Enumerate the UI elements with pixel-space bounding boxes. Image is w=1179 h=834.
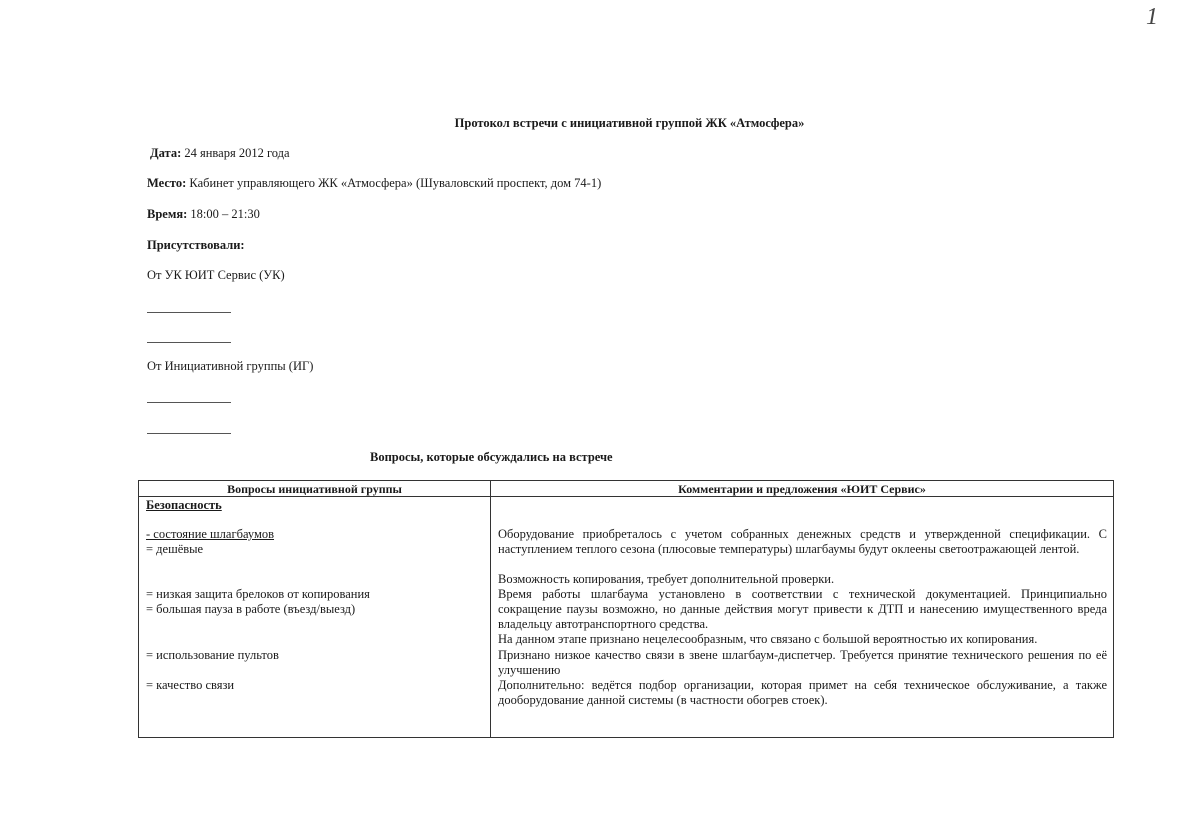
table-row-question: = качество связи [146, 678, 235, 692]
place-value: Кабинет управляющего ЖК «Атмосфера» (Шуваловский проспект, дом 74-1) [186, 176, 602, 190]
page-number: 1 [1146, 4, 1158, 30]
table-row-comment: Оборудование приобреталось с учетом собранных денежных средств и утвержденной спецификации. С наступлением теплого сезона (плюсовые температуры) шлагбаумы будут оклеены светоотражающей лентой. [498, 527, 1107, 556]
table-header-questions: Вопросы инициативной группы [227, 482, 402, 496]
document-title: Протокол встречи с инициативной группой ЖК «Атмосфера» [454, 116, 805, 130]
table-row-comment: Возможность копирования, требует дополнительной проверки. [498, 572, 835, 586]
from-uk-label: От УК ЮИТ Сервис (УК) [147, 268, 285, 282]
table-row-question: - состояние шлагбаумов [146, 527, 275, 541]
table-row-question: = использование пультов [146, 648, 279, 662]
table-row-comment: Время работы шлагбаума установлено в соответствии с технической документацией. Принципиально сокращение паузы возможно, но данные действия могут привести к ДТП и нанесению имущественного вреда владельцу автотранспортного средства. [498, 587, 1107, 631]
time-label: Время: [147, 207, 188, 221]
table-row-question: = большая пауза в работе (въезд/выезд) [146, 602, 356, 616]
table-row-question: = дешёвые [146, 542, 204, 556]
place-field [147, 176, 601, 191]
date-field [150, 146, 290, 161]
table-row-comment: Признано низкое качество связи в звене шлагбаум-диспетчер. Требуется принятие технического решения по её улучшению [498, 648, 1107, 677]
attendees-label: Присутствовали: [147, 238, 245, 252]
table-row-question: = низкая защита брелоков от копирования [146, 587, 370, 601]
signature-line-uk-1 [147, 312, 231, 313]
questions-table [138, 480, 1114, 738]
signature-line-uk-2 [147, 342, 231, 343]
table-column-divider [490, 481, 491, 737]
from-ig-label: От Инициативной группы (ИГ) [147, 359, 314, 373]
place-label: Место: [147, 176, 187, 190]
table-section-title: Безопасность [146, 498, 222, 512]
signature-line-ig-2 [147, 433, 231, 434]
table-header-comments: Комментарии и предложения «ЮИТ Сервис» [678, 482, 926, 496]
table-row-comment: На данном этапе признано нецелесообразным, что связано с большой вероятностью их копирования. [498, 632, 1038, 646]
table-row-comment: Дополнительно: ведётся подбор организации, которая примет на себя техническое обслуживание, а также дооборудование данной системы (в частности обогрев стоек). [498, 678, 1107, 707]
time-value: 18:00 – 21:30 [187, 207, 260, 221]
time-field [147, 207, 260, 222]
questions-subtitle: Вопросы, которые обсуждались на встрече [370, 450, 613, 464]
date-value: 24 января 2012 года [181, 146, 290, 160]
date-label: Дата: [150, 146, 182, 160]
signature-line-ig-1 [147, 402, 231, 403]
